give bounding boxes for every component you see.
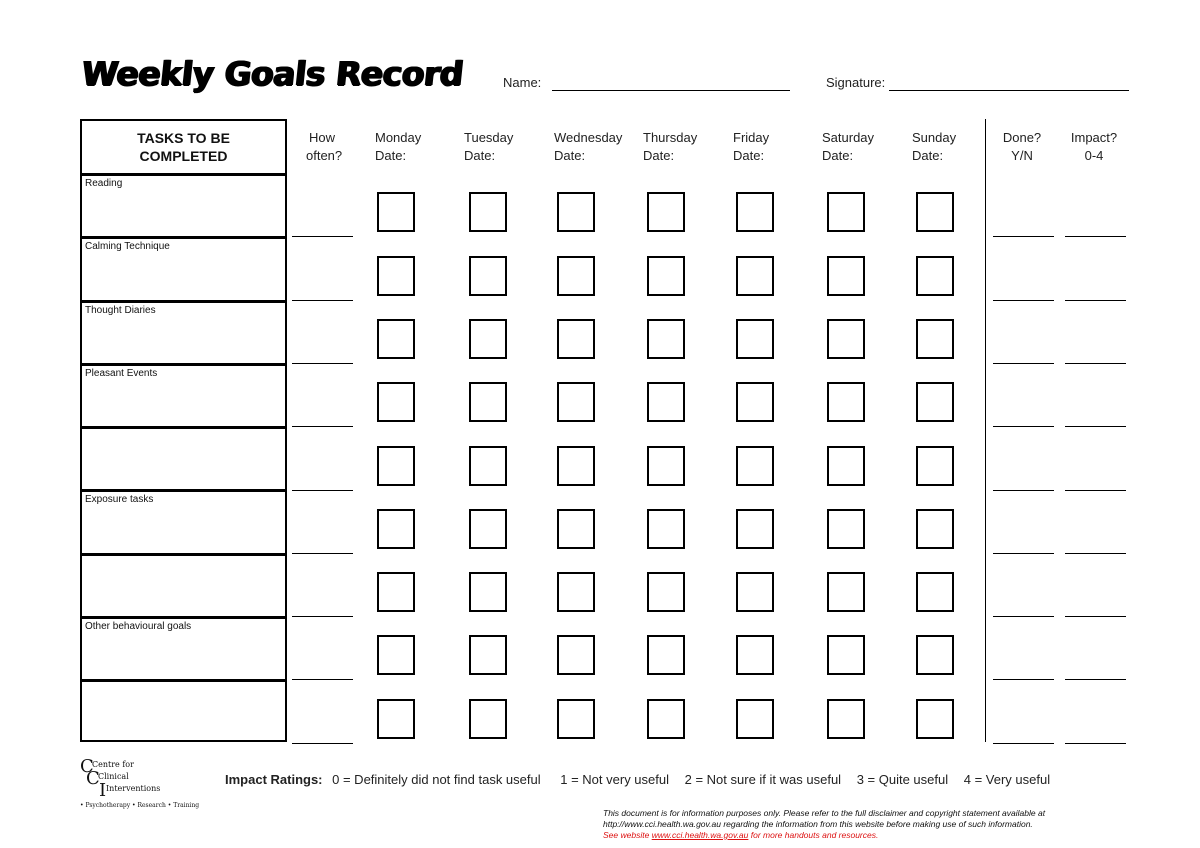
checkbox-monday[interactable] xyxy=(377,635,415,675)
impact-field[interactable] xyxy=(1065,300,1126,301)
done-field[interactable] xyxy=(993,679,1054,680)
checkbox-wednesday[interactable] xyxy=(557,509,595,549)
checkbox-wednesday[interactable] xyxy=(557,382,595,422)
rating-3: 3 = Quite useful xyxy=(856,772,949,787)
checkbox-monday[interactable] xyxy=(377,192,415,232)
how-often-field[interactable] xyxy=(292,236,353,237)
done-field[interactable] xyxy=(993,300,1054,301)
day-header-saturday xyxy=(822,129,874,165)
day-name: Wednesday xyxy=(554,130,623,145)
checkbox-tuesday[interactable] xyxy=(469,572,507,612)
website-link[interactable]: www.cci.health.wa.gov.au xyxy=(651,830,749,840)
rating-2: 2 = Not sure if it was useful xyxy=(684,772,842,787)
task-label: Exposure tasks xyxy=(85,494,154,506)
checkbox-tuesday[interactable] xyxy=(469,699,507,739)
cci-logo: C Centre for C Clinical I Interventions • Psychotherapy • Research • Training xyxy=(80,756,200,809)
checkbox-wednesday[interactable] xyxy=(557,699,595,739)
how-often-header xyxy=(306,129,343,165)
disclaimer-line1: This document is for information purposes only. Please refer to the full disclaimer and copyright statement available at xyxy=(603,808,1046,818)
signature-label: Signature: xyxy=(826,75,886,90)
done-line2: Y/N xyxy=(1011,148,1033,163)
impact-ratings xyxy=(225,772,1050,787)
done-field[interactable] xyxy=(993,426,1054,427)
checkbox-monday[interactable] xyxy=(377,509,415,549)
column-divider xyxy=(985,119,986,742)
checkbox-thursday[interactable] xyxy=(647,572,685,612)
day-name: Sunday xyxy=(912,130,957,145)
task-row-calming[interactable] xyxy=(82,239,285,302)
page-title: Weekly Goals Record xyxy=(79,54,466,93)
how-often-field[interactable] xyxy=(292,426,353,427)
done-field[interactable] xyxy=(993,363,1054,364)
checkbox-monday[interactable] xyxy=(377,256,415,296)
task-row-blank-2[interactable] xyxy=(82,556,285,619)
checkbox-saturday[interactable] xyxy=(827,509,865,549)
checkbox-monday[interactable] xyxy=(377,572,415,612)
impact-field[interactable] xyxy=(1065,616,1126,617)
done-header xyxy=(1002,129,1042,165)
how-often-line2: often? xyxy=(306,148,343,163)
checkbox-sunday[interactable] xyxy=(916,382,954,422)
checkbox-saturday[interactable] xyxy=(827,256,865,296)
task-label: Other behavioural goals xyxy=(85,621,192,633)
impact-field[interactable] xyxy=(1065,490,1126,491)
done-line1: Done? xyxy=(1002,130,1042,145)
task-row-pleasant-events[interactable] xyxy=(82,366,285,429)
checkbox-sunday[interactable] xyxy=(916,572,954,612)
checkbox-friday[interactable] xyxy=(736,319,774,359)
how-often-field[interactable] xyxy=(292,553,353,554)
impact-field[interactable] xyxy=(1065,679,1126,680)
task-row-blank-1[interactable] xyxy=(82,429,285,492)
see-suffix: for more handouts and resources. xyxy=(750,830,879,840)
checkbox-friday[interactable] xyxy=(736,509,774,549)
disclaimer xyxy=(603,808,1198,841)
checkbox-monday[interactable] xyxy=(377,319,415,359)
checkbox-monday[interactable] xyxy=(377,699,415,739)
how-often-field[interactable] xyxy=(292,679,353,680)
ratings-label: Impact Ratings: xyxy=(225,772,323,787)
impact-field[interactable] xyxy=(1065,363,1126,364)
rating-4: 4 = Very useful xyxy=(963,772,1051,787)
checkbox-friday[interactable] xyxy=(736,699,774,739)
checkbox-saturday[interactable] xyxy=(827,382,865,422)
checkbox-sunday[interactable] xyxy=(916,509,954,549)
checkbox-thursday[interactable] xyxy=(647,192,685,232)
see-website xyxy=(603,830,1198,841)
checkbox-sunday[interactable] xyxy=(916,192,954,232)
checkbox-saturday[interactable] xyxy=(827,446,865,486)
day-date: Date: xyxy=(464,148,496,163)
how-often-field[interactable] xyxy=(292,490,353,491)
checkbox-saturday[interactable] xyxy=(827,572,865,612)
task-label: Thought Diaries xyxy=(85,304,156,316)
rating-0: 0 = Definitely did not find task useful xyxy=(332,772,541,787)
signature-field[interactable] xyxy=(889,90,1129,91)
how-often-field[interactable] xyxy=(292,616,353,617)
checkbox-friday[interactable] xyxy=(736,192,774,232)
checkbox-sunday[interactable] xyxy=(916,635,954,675)
task-row-other[interactable] xyxy=(82,619,285,682)
checkbox-wednesday[interactable] xyxy=(557,192,595,232)
checkbox-thursday[interactable] xyxy=(647,699,685,739)
task-row-reading[interactable] xyxy=(82,176,285,239)
checkbox-thursday[interactable] xyxy=(647,382,685,422)
task-label: Calming Technique xyxy=(85,241,170,253)
checkbox-monday[interactable] xyxy=(377,382,415,422)
day-name: Monday xyxy=(375,130,422,145)
checkbox-thursday[interactable] xyxy=(647,635,685,675)
checkbox-tuesday[interactable] xyxy=(469,382,507,422)
tasks-table xyxy=(80,119,287,742)
day-header-friday xyxy=(733,129,769,165)
day-header-sunday xyxy=(912,129,956,165)
see-prefix: See website xyxy=(603,830,650,840)
impact-header xyxy=(1070,129,1118,165)
day-name: Tuesday xyxy=(464,130,514,145)
checkbox-monday[interactable] xyxy=(377,446,415,486)
tasks-header xyxy=(82,121,285,176)
how-often-field[interactable] xyxy=(292,363,353,364)
checkbox-friday[interactable] xyxy=(736,446,774,486)
impact-field[interactable] xyxy=(1065,426,1126,427)
checkbox-tuesday[interactable] xyxy=(469,319,507,359)
day-header-tuesday xyxy=(464,129,513,165)
logo-line1: Centre for xyxy=(92,760,134,769)
task-row-thought-diaries[interactable] xyxy=(82,303,285,366)
day-date: Date: xyxy=(912,148,944,163)
day-name: Saturday xyxy=(822,130,875,145)
checkbox-wednesday[interactable] xyxy=(557,319,595,359)
checkbox-saturday[interactable] xyxy=(827,192,865,232)
checkbox-wednesday[interactable] xyxy=(557,572,595,612)
impact-field[interactable] xyxy=(1065,236,1126,237)
day-date: Date: xyxy=(733,148,765,163)
impact-line1: Impact? xyxy=(1070,130,1118,145)
checkbox-wednesday[interactable] xyxy=(557,446,595,486)
rating-1: 1 = Not very useful xyxy=(560,772,669,787)
day-date: Date: xyxy=(822,148,854,163)
day-name: Thursday xyxy=(643,130,698,145)
checkbox-thursday[interactable] xyxy=(647,509,685,549)
checkbox-friday[interactable] xyxy=(736,635,774,675)
checkbox-saturday[interactable] xyxy=(827,319,865,359)
checkbox-sunday[interactable] xyxy=(916,256,954,296)
how-often-field[interactable] xyxy=(292,743,353,744)
task-row-exposure[interactable] xyxy=(82,492,285,555)
day-header-monday xyxy=(375,129,421,165)
tasks-header-line2: COMPLETED xyxy=(139,148,228,164)
day-name: Friday xyxy=(733,130,770,145)
checkbox-saturday[interactable] xyxy=(827,699,865,739)
checkbox-sunday[interactable] xyxy=(916,699,954,739)
done-field[interactable] xyxy=(993,236,1054,237)
done-field[interactable] xyxy=(993,616,1054,617)
checkbox-sunday[interactable] xyxy=(916,446,954,486)
checkbox-sunday[interactable] xyxy=(916,319,954,359)
logo-line2: Clinical xyxy=(98,772,129,781)
checkbox-friday[interactable] xyxy=(736,572,774,612)
checkbox-tuesday[interactable] xyxy=(469,509,507,549)
day-date: Date: xyxy=(554,148,586,163)
day-date: Date: xyxy=(375,148,407,163)
checkbox-tuesday[interactable] xyxy=(469,256,507,296)
task-label: Reading xyxy=(85,178,123,189)
checkbox-thursday[interactable] xyxy=(647,256,685,296)
day-header-thursday xyxy=(643,129,697,165)
checkbox-tuesday[interactable] xyxy=(469,446,507,486)
task-row-blank-3[interactable] xyxy=(82,682,285,745)
how-often-field[interactable] xyxy=(292,300,353,301)
done-field[interactable] xyxy=(993,490,1054,491)
checkbox-tuesday[interactable] xyxy=(469,635,507,675)
checkbox-saturday[interactable] xyxy=(827,635,865,675)
disclaimer-line2: http://www.cci.health.wa.gov.au regarding the information from this website before making use of such information. xyxy=(603,819,1033,829)
impact-field[interactable] xyxy=(1065,553,1126,554)
checkbox-tuesday[interactable] xyxy=(469,192,507,232)
tasks-header-line1: TASKS TO BE xyxy=(137,130,230,146)
checkbox-friday[interactable] xyxy=(736,382,774,422)
how-often-line1: How xyxy=(308,130,335,145)
checkbox-wednesday[interactable] xyxy=(557,256,595,296)
checkbox-thursday[interactable] xyxy=(647,319,685,359)
logo-line3: Interventions xyxy=(106,784,161,793)
checkbox-friday[interactable] xyxy=(736,256,774,296)
logo-tagline: • Psychotherapy • Research • Training xyxy=(80,802,200,809)
done-field[interactable] xyxy=(993,743,1054,744)
name-label: Name: xyxy=(503,75,542,90)
impact-field[interactable] xyxy=(1065,743,1126,744)
checkbox-wednesday[interactable] xyxy=(557,635,595,675)
name-field[interactable] xyxy=(552,90,790,91)
done-field[interactable] xyxy=(993,553,1054,554)
impact-line2: 0-4 xyxy=(1084,148,1104,163)
task-label: Pleasant Events xyxy=(85,367,158,379)
checkbox-thursday[interactable] xyxy=(647,446,685,486)
day-header-wednesday xyxy=(554,129,622,165)
day-date: Date: xyxy=(643,148,675,163)
